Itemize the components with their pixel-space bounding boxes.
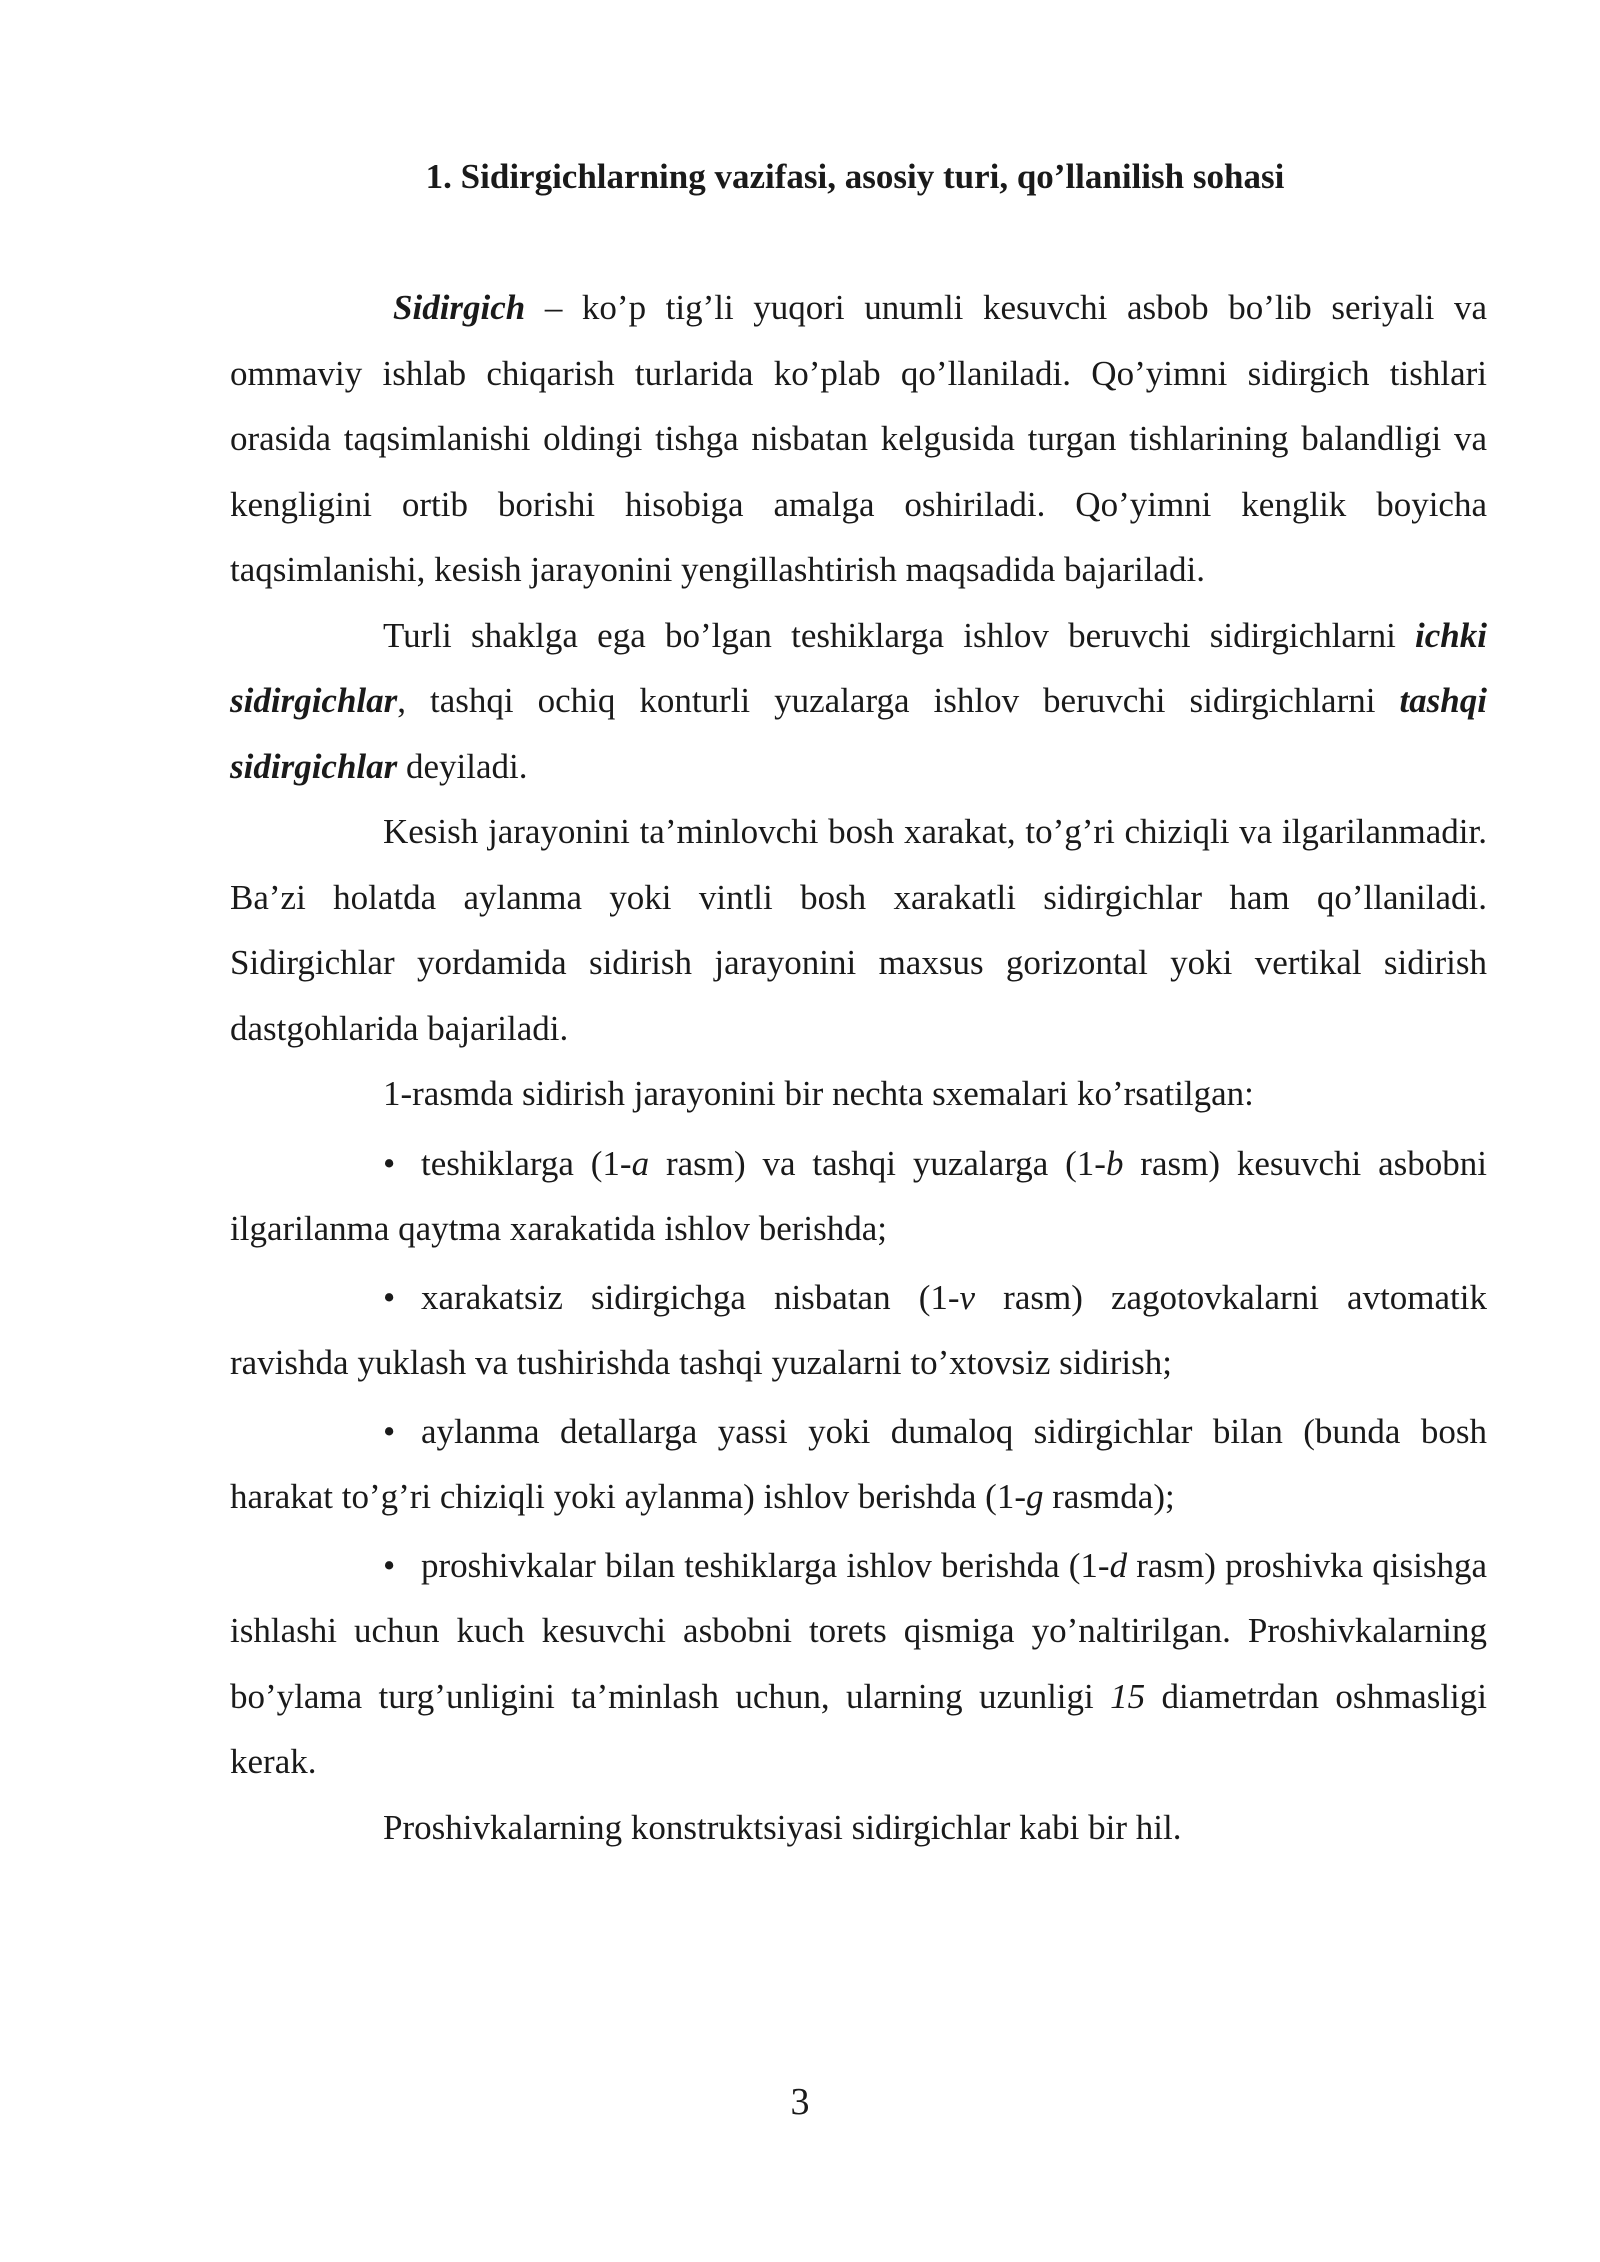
list-item: [230, 1265, 1487, 1396]
bullet-icon: •: [383, 1277, 396, 1317]
list-item: [230, 1131, 1487, 1262]
figure-letter: v: [959, 1277, 976, 1317]
list-item: [230, 1399, 1487, 1530]
paragraph-types: [230, 603, 1487, 800]
paragraph-figure-intro: 1-rasmda sidirish jarayonini bir nechta sxemalari ko’rsatilgan:: [383, 1074, 1254, 1113]
paragraph-definition: [230, 275, 1487, 603]
list-item-text: rasm) va tashqi yuzalarga (1-: [649, 1143, 1106, 1183]
figure-letter: b: [1105, 1143, 1124, 1183]
list-item-text: xarakatsiz sidirgichga nisbatan (1-: [421, 1277, 960, 1317]
list-item: [230, 1533, 1487, 1795]
bullet-icon: •: [383, 1143, 396, 1183]
list-item-text: proshivkalar bilan teshiklarga ishlov berishda (1-: [421, 1545, 1110, 1585]
list-item-text: diametrdan oshmasligi kerak.: [230, 1676, 1488, 1781]
paragraph-motion: Kesish jarayonini ta’minlovchi bosh xarakat, to’g’ri chiziqli va ilgarilanmadir. Ba’zi holatda aylanma yoki vintli bosh xarakatli sidirgichlar ham qo’llaniladi. Sidirgichlar yordamida sidirish jarayonini maxsus gorizontal yoki vertikal sidirish dastgohlarida bajariladi.: [230, 812, 1487, 1048]
list-item-text: aylanma detallarga yassi yoki dumaloq sidirgichlar bilan (bunda bosh harakat to’g’ri chiziqli yoki aylanma) ishlov berishda (1-: [230, 1411, 1487, 1516]
list-item-text: rasm) kesuvchi asbobni ilgarilanma qaytma xarakatida ishlov berishda;: [230, 1143, 1488, 1248]
bullet-icon: •: [383, 1545, 396, 1585]
paragraph-text: , tashqi ochiq konturli yuzalarga ishlov beruvchi sidirgichlarni: [397, 681, 1400, 720]
paragraph-text: deyiladi.: [397, 746, 528, 786]
document-body: [230, 275, 1487, 1860]
figure-letter: d: [1109, 1545, 1128, 1585]
term-sidirgich: Sidirgich: [393, 288, 526, 327]
paragraph-text: – ko’p tig’li yuqori unumli kesuvchi asbob bo’lib seriyali va ommaviy ishlab chiqarish turlarida ko’plab qo’llaniladi. Qo’yimni sidirgich tishlari orasida taqsimlanishi oldingi tishga nisbatan kelgusida turgan tishlarining balandligi va kengligini ortib borishi hisobiga amalga oshiriladi. Qo’yimni kenglik boyicha taqsimlanishi, kesish jarayonini yengillashtirish maqsadida bajariladi.: [230, 288, 1487, 589]
list-item-text: teshiklarga (1-: [421, 1143, 632, 1183]
section-heading: 1. Sidirgichlarning vazifasi, asosiy turi, qo’llanilish sohasi: [425, 157, 1285, 196]
paragraph-closing: Proshivkalarning konstruktsiyasi sidirgichlar kabi bir hil.: [383, 1807, 1182, 1847]
list-item-text: rasm) proshivka qisishga ishlashi uchun kuch kesuvchi asbobni torets qismiga yo’naltirilgan. Proshivkalarning bo’ylama turg’unligini ta’minlash uchun, ularning uzunligi: [230, 1545, 1487, 1716]
term-tashqi-sidirgichlar: tashqi sidirgichlar: [230, 681, 1487, 786]
term-ichki-sidirgichlar: ichki sidirgichlar: [230, 615, 1487, 720]
page-number: 3: [790, 2081, 810, 2123]
bullet-icon: •: [383, 1411, 396, 1451]
paragraph-text: Turli shaklga ega bo’lgan teshiklarga ishlov beruvchi sidirgichlarni: [383, 615, 1416, 655]
figure-letter: a: [631, 1143, 650, 1183]
list-item-text: rasmda);: [1043, 1477, 1175, 1516]
list-item-text: rasm) zagotovkalarni avtomatik ravishda yuklash va tushirishda tashqi yuzalarni to’xtovsiz sidirish;: [230, 1277, 1487, 1382]
figure-letter: g: [1026, 1477, 1044, 1516]
length-ratio-number: 15: [1110, 1676, 1146, 1716]
